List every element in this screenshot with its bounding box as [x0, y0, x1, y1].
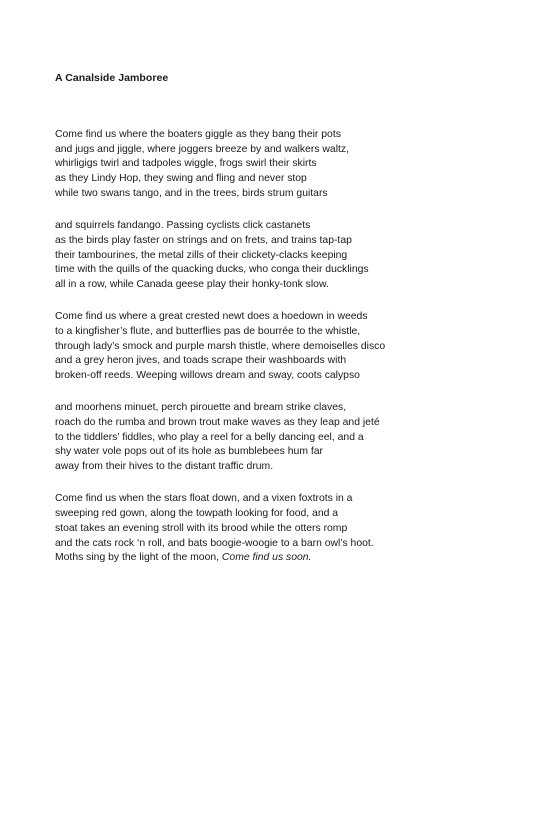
poem-line: stoat takes an evening stroll with its brood while the otters romp: [55, 522, 348, 534]
poem-line: roach do the rumba and brown trout make waves as they leap and jeté: [55, 417, 380, 429]
poem-line: broken-off reeds. Weeping willows dream and sway, coots calypso: [55, 370, 360, 382]
poem-line: sweeping red gown, along the towpath looking for food, and a: [55, 508, 339, 520]
poem-line: Come find us where a great crested newt does a hoedown in weeds: [55, 311, 368, 323]
poem-line: time with the quills of the quacking ducks, who conga their ducklings: [55, 264, 369, 276]
stanza: [55, 401, 535, 475]
poem-line: and squirrels fandango. Passing cyclists click castanets: [55, 220, 311, 232]
poem-line: through lady’s smock and purple marsh thistle, where demoiselles disco: [55, 340, 386, 352]
poem-line: and a grey heron jives, and toads scrape their washboards with: [55, 355, 347, 367]
poem-line: as the birds play faster on strings and on frets, and trains tap-tap: [55, 234, 352, 246]
stanza: [55, 128, 535, 202]
poem-line: as they Lindy Hop, they swing and fling and never stop: [55, 173, 307, 185]
poem-line: all in a row, while Canada geese play their honky-tonk slow.: [55, 278, 329, 290]
poem-line: whirligigs twirl and tadpoles wiggle, frogs swirl their skirts: [55, 158, 317, 170]
poem-line: while two swans tango, and in the trees, birds strum guitars: [55, 187, 328, 199]
final-line-prefix: Moths sing by the light of the moon,: [55, 552, 222, 564]
poem-line: and jugs and jiggle, where joggers breeze by and walkers waltz,: [55, 143, 349, 155]
poem-title: A Canalside Jamboree: [55, 72, 169, 84]
poem-line: and moorhens minuet, perch pirouette and bream strike claves,: [55, 402, 347, 414]
poem-line: to the tiddlers’ fiddles, who play a reel for a belly dancing eel, and a: [55, 431, 364, 443]
stanza: [55, 219, 535, 293]
poem-line: Come find us where the boaters giggle as they bang their pots: [55, 129, 341, 140]
poem-line: shy water vole pops out of its hole as bumblebees hum far: [55, 446, 323, 458]
poem-line: Come find us when the stars float down, and a vixen foxtrots in a: [55, 493, 353, 505]
poem-final-line: [55, 551, 535, 566]
stanza: [55, 492, 535, 566]
poem-line: their tambourines, the metal zills of their clickety-clacks keeping: [55, 249, 348, 261]
poem-line: to a kingfisher’s flute, and butterflies pas de bourrée to the whistle,: [55, 325, 361, 337]
final-line-emphasis: Come find us soon.: [221, 552, 312, 564]
poem-line: away from their hives to the distant traffic drum.: [55, 461, 274, 473]
stanza: [55, 310, 535, 384]
poem-line: and the cats rock ‘n roll, and bats boogie-woogie to a barn owl’s hoot.: [55, 537, 374, 549]
poem-body: [55, 128, 535, 584]
